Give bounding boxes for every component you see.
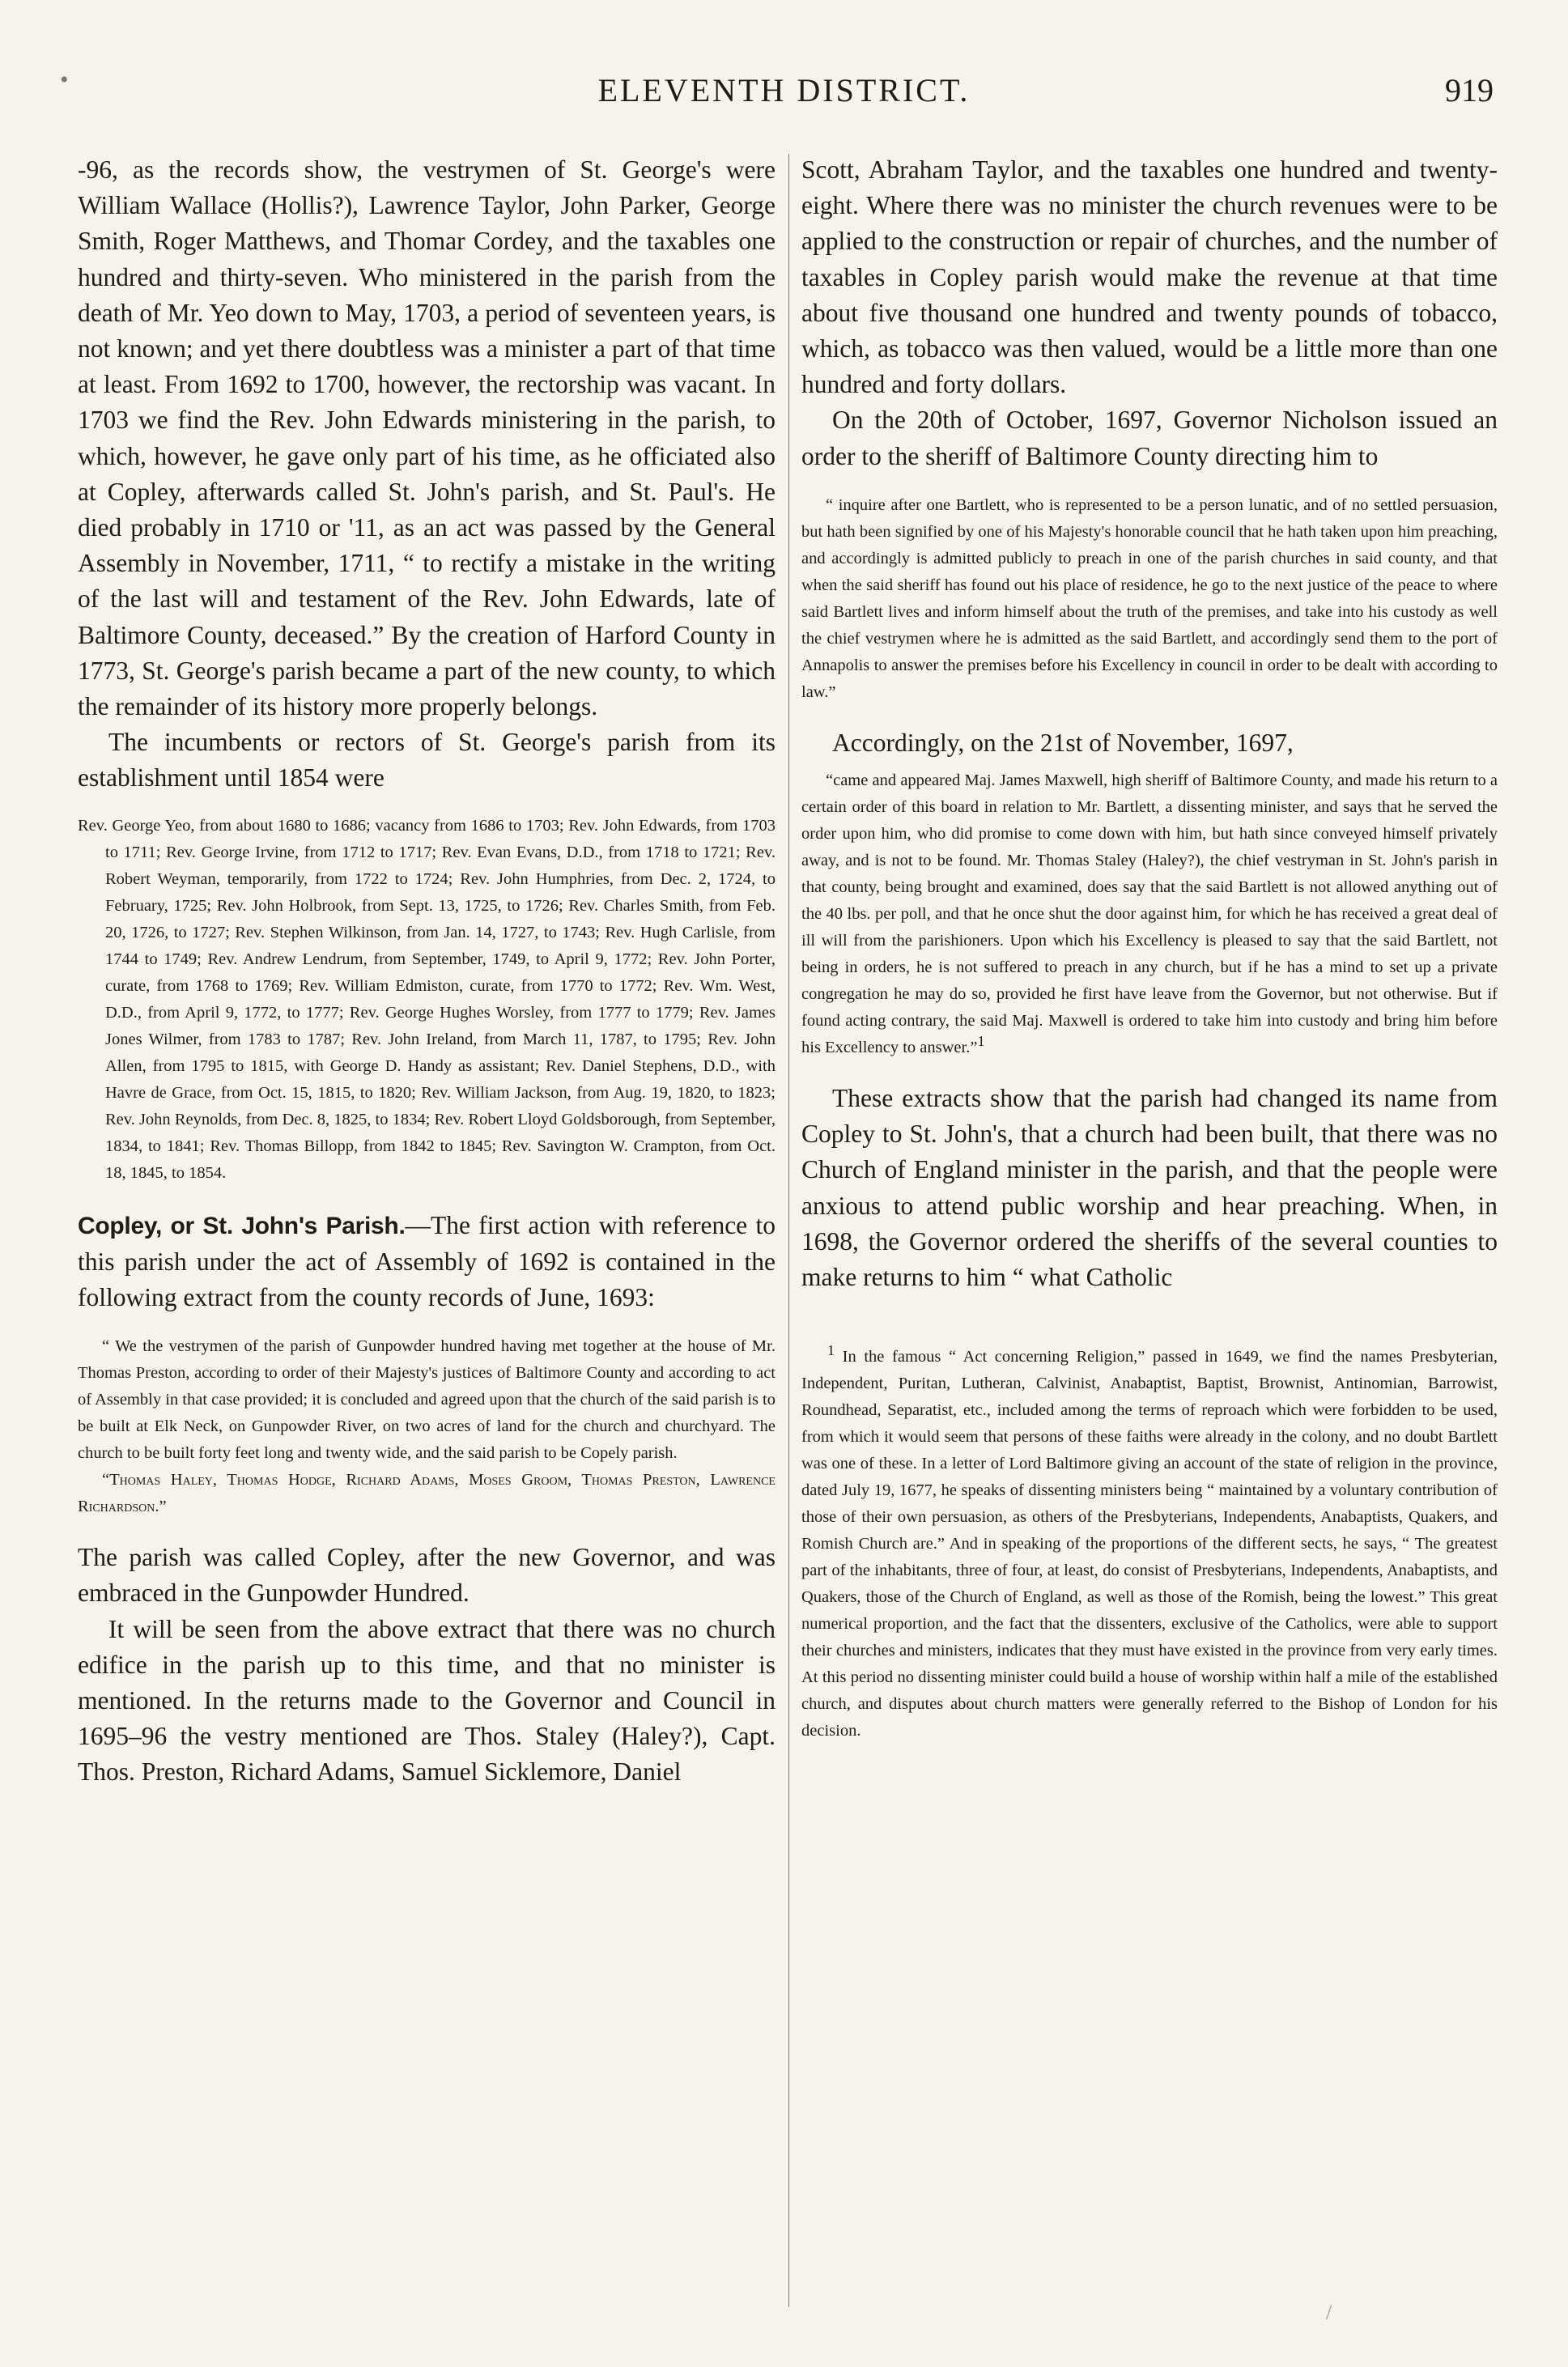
left-paragraph-1: -96, as the records show, the vestrymen of St. George's were William Wallace (Hollis?), Lawrence Taylor, John Parker, George Smith, Roger Matthews, and Thomar Cordey, and the taxables one hundred and thirty-seven. Who ministered in the parish from the death of Mr. Yeo down to May, 1703, a period of seventeen years, is not known; and yet there doubtless was a minister a part of that time at least. From 1692 to 1700, however, the rectorship was vacant. In 1703 we find the Rev. John Edwards ministering in the parish, to which, however, he gave only part of his time, as he officiated also at Copley, afterwards called St. John's parish, and St. Paul's. He died probably in 1710 or '11, as an act was passed by the General Assembly in November, 1711, “ to rectify a mistake in the writing of the last will and testament of the Rev. John Edwards, late of Baltimore County, deceased.” By the creation of Harford County in 1773, St. George's parish became a part of the new county, to which the remainder of its history more properly belongs. [78,155,776,721]
right-column [801,152,1498,1744]
left-paragraph-4: It will be seen from the above extract that there was no church edifice in the parish up to this time, and that no minister is mentioned. In the returns made to the Governor and Council in 1695–96 the vestry mentioned are Thos. Staley (Haley?), Capt. Thos. Preston, Richard Adams, Samuel Sicklemore, Daniel [78,1614,776,1787]
footnote-number: 1 [827,1342,835,1359]
section-intro: —The first action with reference to this parish under the act of Assembly of 1692 is contained in the following extract from the county records of June, 1693: [78,1210,776,1312]
margin-mark: • [60,66,69,93]
left-paragraph-2: The incumbents or rectors of St. George's parish from its establishment until 1854 were [78,728,776,793]
right-paragraph-4: These extracts show that the parish had changed its name from Copley to St. John's, that a church had been built, that there was no Church of England minister in the parish, and that the people were anxious to attend public worship and hear preaching. When, in 1698, the Governor ordered the sheriffs of the several counties to make returns to him “ what Catholic [801,1084,1498,1292]
rectors-list: Rev. George Yeo, from about 1680 to 1686; vacancy from 1686 to 1703; Rev. John Edwards, from 1703 to 1711; Rev. George Irvine, from 1712 to 1717; Rev. Evan Evans, D.D., from 1718 to 1721; Rev. Robert Weyman, temporarily, from 1722 to 1724; Rev. John Humphries, from Dec. 2, 1724, to February, 1725; Rev. John Holbrook, from Sept. 13, 1725, to 1726; Rev. Charles Smith, from Feb. 20, 1726, to 1727; Rev. Stephen Wilkinson, from Jan. 14, 1727, to 1743; Rev. Hugh Carlisle, from 1744 to 1749; Rev. Andrew Lendrum, from September, 1749, to April 9, 1772; Rev. John Porter, curate, from 1768 to 1769; Rev. William Edmiston, curate, from 1770 to 1772; Rev. Wm. West, D.D., from April 9, 1772, to 1777; Rev. George Hughes Worsley, from 1777 to 1779; Rev. James Jones Wilmer, from 1783 to 1787; Rev. John Ireland, from March 11, 1787, to 1795; Rev. John Allen, from 1795 to 1815, with George D. Handy as assistant; Rev. Daniel Stephens, D.D., with Havre de Grace, from Oct. 15, 1815, to 1820; Rev. William Jackson, from Aug. 19, 1820, to 1823; Rev. John Reynolds, from Dec. 8, 1825, to 1834; Rev. Robert Lloyd Goldsborough, from September, 1834, to 1841; Rev. Thomas Billopp, from 1842 to 1845; Rev. Savington W. Crampton, from Oct. 18, 1845, to 1854. [78,816,776,1182]
copley-section [78,1208,776,1316]
right-paragraph-2: On the 20th of October, 1697, Governor Nicholson issued an order to the sheriff of Baltimore County directing him to [801,406,1498,470]
footnote-reference: 1 [977,1033,985,1050]
column-rule [788,154,789,2307]
vestry-quote: “ We the vestrymen of the parish of Gunpowder hundred having met together at the house of Mr. Thomas Preston, according to order of their Majesty's justices of Baltimore County and according to act of Assembly in that case provided; it is concluded and agreed upon that the church of the said parish is to be built at Elk Neck, on Gunpowder River, on two acres of land for the church and churchyard. The church to be built forty feet long and twenty wide, and the said parish to be Copely parish. [78,1337,776,1463]
running-head [0,66,1568,120]
right-paragraph-3: Accordingly, on the 21st of November, 1697, [832,728,1294,757]
maxwell-return-quote [801,767,1498,1061]
footnote-text: In the famous “ Act concerning Religion,” passed in 1649, we find the names Presbyterian, Independent, Puritan, Lutheran, Calvinist, Anabaptist, Baptist, Brownist, Antinomian, Barrowist, Roundhead, Separatist, etc., included among the terms of reproach which were forbidden to be used, from which it would seem that persons of these faiths were already in the colony, and no doubt Bartlett was one of these. In a letter of Lord Baltimore giving an account of the state of religion in the province, dated July 19, 1677, he speaks of dissenting ministers being “ maintained by a voluntary contribution of those of their own persuasion, as others of the Presbyterians, Independents, Anabaptists, Quakers, and Romish Church are.” And in speaking of the proportions of the different sects, he says, “ The greatest part of the inhabitants, three of four, at least, do consist of Presbyterians, Independents, Anabaptists, and Quakers, those of the Church of England, as well as those of the Romish, being the lowest.” This great numerical proportion, and the fact that the dissenters, exclusive of the Catholics, were able to support their churches and ministers, indicates that they must have existed in the province from very early times. At this period no dissenting minister could build a house of worship within half a mile of the established church, and disputes about church matters were generally referred to the Bishop of London for his decision. [801,1348,1498,1740]
vestry-signatures: “Thomas Haley, Thomas Hodge, Richard Adams, Moses Groom, Thomas Preston, Lawrence Richardson.” [78,1471,776,1516]
left-paragraph-3: The parish was called Copley, after the new Governor, and was embraced in the Gunpowder Hundred. [78,1543,776,1608]
section-heading: Copley, or St. John's Parish. [78,1212,406,1239]
stray-mark: / [1326,2301,1332,2324]
maxwell-return-text: “came and appeared Maj. James Maxwell, high sheriff of Baltimore County, and made his return to a certain order of this board in relation to Mr. Bartlett, a dissenting minister, and says that he served the order upon him, who did promise to come down with him, but hath since conveyed himself privately away, and is not to be found. Mr. Thomas Staley (Haley?), the chief vestryman in St. John's parish in that county, being brought and examined, does say that the said Bartlett is not allowed anything out of the 40 lbs. per poll, and that he once shut the door against him, for which he has received a great deal of ill will from the parishioners. Upon which his Excellency is pleased to say that the said Bartlett, not being in orders, he is not suffered to preach in any church, but if he has a mind to set up a private congregation he may do so, provided he first have leave from the Governor, but not otherwise. But if found acting contrary, the said Maj. Maxwell is ordered to take him into custody and bring him before his Excellency to answer.” [801,771,1498,1057]
footnote [801,1344,1498,1744]
running-title: ELEVENTH DISTRICT. [597,72,971,108]
left-column [78,152,776,1791]
right-paragraph-1: Scott, Abraham Taylor, and the taxables one hundred and twenty-eight. Where there was no minister the church revenues were to be applied to the construction or repair of churches, and the number of taxables in Copley parish would make the revenue at that time about five thousand one hundred and twenty pounds of tobacco, which, as tobacco was then valued, would be a little more than one hundred and forty dollars. [801,155,1498,399]
page-number: 919 [1445,72,1494,108]
sheriff-order-quote: “ inquire after one Bartlett, who is represented to be a person lunatic, and of no settled persuasion, but hath been signified by one of his Majesty's honorable council that he hath taken upon him preaching, and accordingly is admitted publicly to preach in one of the parish churches in said county, and that when the said sheriff has found out his place of residence, he go to the next justice of the peace to where said Bartlett lives and inform himself about the truth of the premises, and take into his custody as well the chief vestrymen where he is admitted as the said Bartlett, and accordingly send them to the port of Annapolis to answer the premises before his Excellency in council in order to be dealt with according to law.” [801,495,1498,701]
